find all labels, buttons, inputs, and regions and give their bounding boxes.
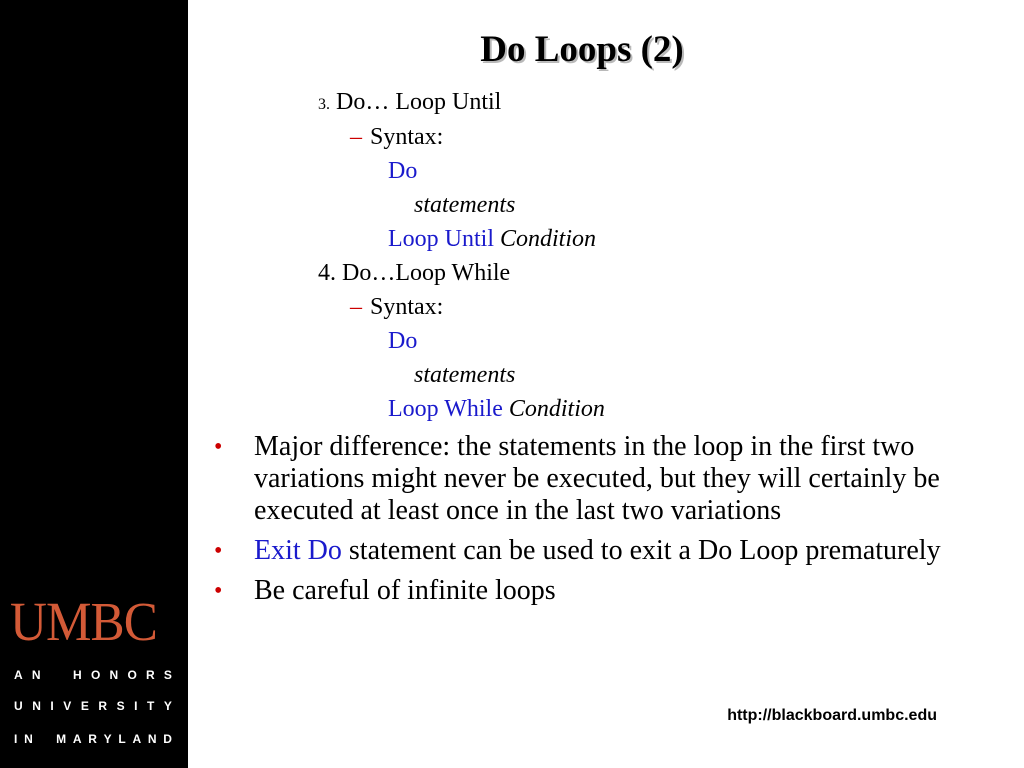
item-3-code-statements: statements xyxy=(414,192,516,218)
footer-url: http://blackboard.umbc.edu xyxy=(727,707,937,724)
bullet-item xyxy=(214,575,1004,607)
umbc-logo: UMBC xyxy=(10,591,157,652)
bullet-item xyxy=(214,431,1004,527)
bullet-text: Major difference: the statements in the loop in the first two variations might never be executed, but they will certainly be executed at least once in the last two variations xyxy=(254,431,940,526)
tagline-an-honors: A N H O N O R S xyxy=(14,668,172,682)
item-3-heading xyxy=(318,88,501,119)
item-4-code-statements: statements xyxy=(414,362,516,388)
sidebar xyxy=(0,0,188,768)
slide-title: Do Loops (2) xyxy=(480,29,684,70)
syntax-label: Syntax: xyxy=(370,124,444,150)
item-4-code-do: Do xyxy=(388,328,418,354)
bullet-dot: • xyxy=(214,434,223,460)
exit-do-keyword: Exit Do xyxy=(254,535,342,566)
bullet-text: statement can be used to exit a Do Loop prematurely xyxy=(341,535,941,566)
tagline-university: U N I V E R S I T Y xyxy=(14,699,172,713)
item-3-label: Do… Loop Until xyxy=(336,89,502,115)
condition-text: Condition xyxy=(508,396,605,422)
condition-text: Condition xyxy=(500,226,597,252)
item-4-syntax xyxy=(350,293,443,321)
bullet-list xyxy=(214,431,1004,615)
item-3-number: 3. xyxy=(318,96,330,113)
bullet-item xyxy=(214,535,1004,567)
bullet-dot: • xyxy=(214,578,223,604)
tagline-in-maryland: I N M A R Y L A N D xyxy=(14,732,172,746)
bullet-dot: • xyxy=(214,538,223,564)
bullet-text: Be careful of infinite loops xyxy=(254,575,556,606)
dash-marker: – xyxy=(350,294,362,320)
item-3-syntax xyxy=(350,123,443,151)
syntax-label: Syntax: xyxy=(370,294,444,320)
loop-until-keyword: Loop Until xyxy=(388,226,494,252)
dash-marker: – xyxy=(350,124,362,150)
loop-while-keyword: Loop While xyxy=(388,396,503,422)
item-3-code-do: Do xyxy=(388,158,418,184)
item-3-code-loop xyxy=(388,225,596,253)
item-4-heading: 4. Do…Loop While xyxy=(318,260,511,286)
item-4-code-loop xyxy=(388,395,605,423)
